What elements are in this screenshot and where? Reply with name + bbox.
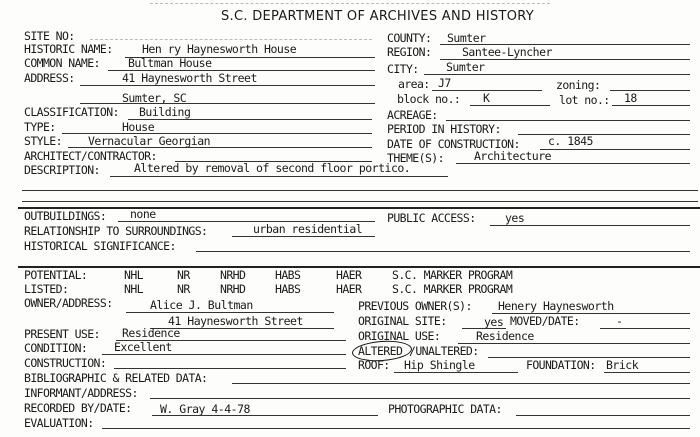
- address-line2: Sumter, SC: [122, 91, 187, 105]
- significance-label: HISTORICAL SIGNIFICANCE:: [24, 239, 176, 253]
- lot-no-line: [612, 105, 690, 106]
- condition-value: Excellent: [114, 340, 172, 354]
- description-line-2: [22, 190, 698, 191]
- region-value: Santee-Lyncher: [462, 45, 552, 59]
- date-construction-value: c. 1845: [548, 134, 593, 148]
- classification-line: [128, 119, 372, 120]
- acreage-label: ACREAGE:: [387, 108, 438, 122]
- date-construction-line: [540, 149, 690, 150]
- lot-no-label: lot no.:: [559, 93, 610, 107]
- common-name-value: Bultman House: [128, 56, 212, 70]
- recorded-label: RECORDED BY/DATE:: [24, 401, 132, 415]
- foundation-value: Brick: [606, 358, 639, 372]
- recorded-line: [152, 415, 378, 416]
- public-access-value: yes: [505, 211, 525, 225]
- city-label: CITY:: [387, 62, 419, 76]
- owner-label: OWNER/ADDRESS:: [24, 296, 113, 310]
- area-value: J7: [438, 76, 451, 90]
- city-line: [424, 74, 690, 75]
- original-use-label: ORIGINAL USE:: [358, 329, 441, 343]
- owner-address: 41 Haynesworth Street: [168, 314, 303, 328]
- condition-label: CONDITION:: [24, 341, 88, 355]
- block-no-value: K: [483, 91, 490, 105]
- description-value: Altered by removal of second floor portico.: [134, 161, 411, 175]
- condition-line: [102, 354, 346, 355]
- style-value: Vernacular Georgian: [88, 134, 211, 148]
- area-label: area:: [398, 77, 430, 91]
- construction-line: [114, 368, 346, 369]
- relationship-line: [232, 236, 375, 237]
- zoning-label: zoning:: [556, 78, 601, 92]
- date-construction-label: DATE OF CONSTRUCTION:: [387, 137, 520, 151]
- form-title: S.C. DEPARTMENT OF ARCHIVES AND HISTORY: [221, 9, 535, 24]
- owner-name: Alice J. Bultman: [150, 298, 253, 312]
- original-use-value: Residence: [476, 329, 534, 343]
- city-value: Sumter: [446, 60, 485, 74]
- potential-nr: NR: [177, 268, 190, 282]
- altered-circled: ALTERED: [358, 344, 403, 358]
- moved-date-label: MOVED/DATE:: [510, 314, 580, 328]
- acreage-line: [446, 120, 690, 121]
- relationship-label: RELATIONSHIP TO SURROUNDINGS:: [24, 224, 208, 238]
- public-access-line: [490, 225, 690, 226]
- listed-marker: S.C. MARKER PROGRAM: [392, 282, 513, 296]
- photographic-label: PHOTOGRAPHIC DATA:: [388, 402, 502, 416]
- address-line1: 41 Haynesworth Street: [122, 71, 257, 85]
- public-access-label: PUBLIC ACCESS:: [387, 211, 476, 225]
- foundation-line: [604, 372, 690, 373]
- classification-value: Building: [139, 105, 191, 119]
- significance-line: [196, 251, 690, 252]
- themes-label: THEME(S):: [387, 151, 444, 165]
- unaltered-label: /UNALTERED:: [409, 344, 479, 358]
- original-site-value: yes: [484, 315, 504, 329]
- scan-edge-line: [150, 3, 550, 4]
- roof-value: Hip Shingle: [404, 358, 475, 372]
- architect-label: ARCHITECT/CONTRACTOR:: [24, 149, 157, 163]
- listed-nhl: NHL: [124, 282, 143, 296]
- roof-line: [394, 372, 518, 373]
- block-no-label: block no.:: [397, 92, 461, 106]
- potential-haer: HAER: [336, 268, 362, 282]
- present-use-value: Residence: [122, 326, 180, 340]
- themes-value: Architecture: [474, 149, 552, 163]
- listed-haer: HAER: [336, 282, 362, 296]
- outbuildings-value: none: [130, 207, 156, 221]
- potential-habs: HABS: [275, 268, 301, 282]
- owner-line: [126, 312, 334, 313]
- region-label: REGION:: [387, 45, 432, 59]
- potential-marker: S.C. MARKER PROGRAM: [392, 268, 513, 282]
- construction-label: CONSTRUCTION:: [24, 356, 107, 370]
- evaluation-line: [102, 428, 690, 429]
- listed-nrhd: NRHD: [220, 282, 246, 296]
- foundation-label: FOUNDATION:: [526, 358, 596, 372]
- potential-nrhd: NRHD: [220, 268, 246, 282]
- previous-owner-label: PREVIOUS OWNER(S):: [358, 299, 472, 313]
- bibliographic-label: BIBLIOGRAPHIC & RELATED DATA:: [24, 371, 208, 385]
- listed-label: LISTED:: [24, 282, 69, 296]
- themes-line: [456, 163, 690, 164]
- evaluation-label: EVALUATION:: [24, 416, 94, 430]
- site-no-line: [90, 39, 372, 40]
- informant-line: [150, 398, 690, 399]
- common-name-label: COMMON NAME:: [24, 56, 100, 70]
- site-no-label: SITE NO:: [24, 29, 75, 43]
- type-value: House: [122, 120, 155, 134]
- lot-no-value: 18: [624, 91, 637, 105]
- moved-date-value: -: [616, 314, 623, 328]
- recorded-value: W. Gray 4-4-78: [160, 402, 250, 416]
- potential-label: POTENTIAL:: [24, 268, 88, 282]
- block-no-line: [470, 105, 550, 106]
- potential-nhl: NHL: [124, 268, 143, 282]
- informant-label: INFORMANT/ADDRESS:: [24, 386, 138, 400]
- address-line-2: [80, 103, 375, 104]
- original-site-label: ORIGINAL SITE:: [358, 314, 447, 328]
- historic-name-label: HISTORIC NAME:: [24, 42, 113, 56]
- description-label: DESCRIPTION:: [24, 163, 100, 177]
- county-label: COUNTY:: [387, 31, 432, 45]
- description-line-3: [22, 201, 698, 202]
- period-label: PERIOD IN HISTORY:: [387, 122, 501, 136]
- type-label: TYPE:: [24, 120, 56, 134]
- previous-owner-value: Henery Haynesworth: [498, 299, 614, 313]
- listed-nr: NR: [177, 282, 190, 296]
- present-use-label: PRESENT USE:: [24, 327, 100, 341]
- address-label: ADDRESS:: [24, 71, 75, 85]
- relationship-value: urban residential: [253, 222, 363, 236]
- historic-name-value: Hen ry Haynesworth House: [142, 42, 297, 56]
- photographic-line: [516, 415, 690, 416]
- period-line: [518, 134, 690, 135]
- section-divider-1: [18, 207, 700, 209]
- county-value: Sumter: [447, 31, 486, 45]
- zoning-line: [610, 90, 690, 91]
- outbuildings-label: OUTBUILDINGS:: [24, 209, 107, 223]
- classification-label: CLASSIFICATION:: [24, 105, 119, 119]
- address-line: [80, 85, 375, 86]
- style-line: [68, 147, 372, 148]
- style-label: STYLE:: [24, 134, 62, 148]
- listed-habs: HABS: [275, 282, 301, 296]
- description-line: [110, 176, 448, 177]
- roof-label: ROOF:: [358, 358, 390, 372]
- original-use-line: [458, 343, 690, 344]
- moved-date-line: [600, 328, 690, 329]
- bibliographic-line: [232, 383, 690, 384]
